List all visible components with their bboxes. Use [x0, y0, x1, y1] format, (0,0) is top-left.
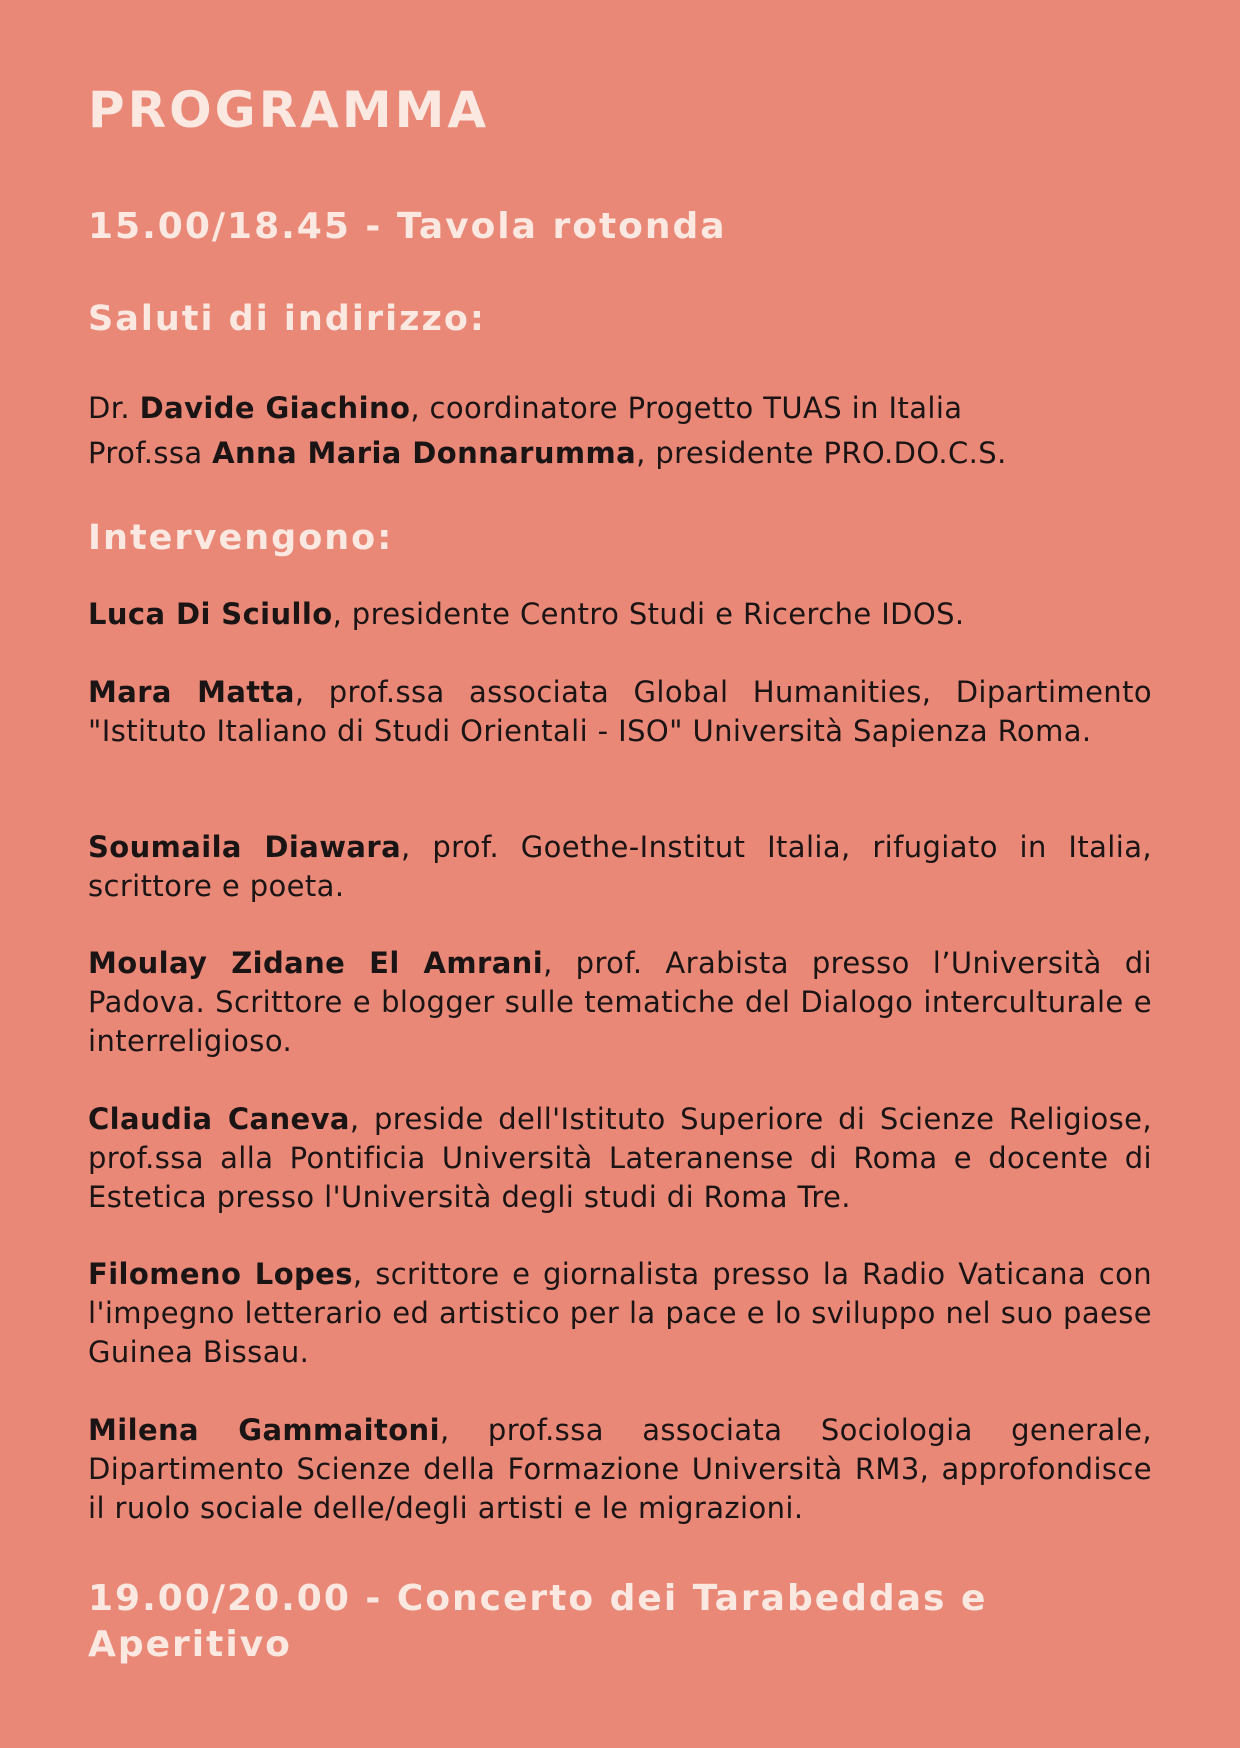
speaker-name: Mara Matta — [88, 675, 295, 709]
speaker-entry — [88, 595, 1152, 634]
speaker-description: , prof. Goethe-Institut Italia, rifugiato in Italia, scrittore e poeta. — [88, 830, 1152, 903]
speaker-description: , presidente Centro Studi e Ricerche IDOS. — [332, 597, 965, 631]
speaker-entry — [88, 1411, 1152, 1528]
speaker-entry — [88, 828, 1152, 906]
speaker-name: Luca Di Sciullo — [88, 597, 333, 631]
concert-heading: 19.00/20.00 - Concerto dei Tarabeddas e Aperitivo — [88, 1578, 988, 1665]
speaker-entry — [88, 944, 1152, 1061]
greeting-role: , presidente PRO.DO.C.S. — [636, 436, 1007, 470]
speaker-name: Milena Gammaitoni — [88, 1413, 440, 1447]
speakers-heading: Intervengono: — [88, 518, 394, 558]
greeting-role: , coordinatore Progetto TUAS in Italia — [410, 391, 963, 425]
greeting-name: Davide Giachino — [139, 391, 411, 425]
speaker-description: , preside dell'Istituto Superiore di Scienze Religiose, prof.ssa alla Pontificia Università Lateranense di Roma e docente di Estetica presso l'Università degli studi di Roma Tre. — [88, 1102, 1153, 1214]
greeting-name: Anna Maria Donnarumma — [212, 436, 637, 470]
speaker-description: , prof.ssa associata Sociologia generale, Dipartimento Scienze della Formazione Università RM3, approfondisce il ruolo sociale delle/degli artisti e le migrazioni. — [88, 1413, 1152, 1525]
speaker-entry — [88, 673, 1152, 751]
greeting-prefix: Prof.ssa — [88, 436, 213, 470]
speaker-description: , prof.ssa associata Global Humanities, Dipartimento "Istituto Italiano di Studi Orientali - ISO" Università Sapienza Roma. — [88, 675, 1152, 748]
page-title: PROGRAMMA — [88, 81, 490, 139]
speaker-description: , scrittore e giornalista presso la Radio Vaticana con l'impegno letterario ed artistico per la pace e lo sviluppo nel suo paese Guinea Bissau. — [88, 1257, 1152, 1369]
speaker-name: Filomeno Lopes — [88, 1257, 353, 1291]
speaker-entry — [88, 1100, 1152, 1217]
greeting-line — [88, 390, 962, 428]
round-table-heading: 15.00/18.45 - Tavola rotonda — [88, 206, 727, 247]
greetings-heading: Saluti di indirizzo: — [88, 299, 486, 339]
speaker-description: , prof. Arabista presso l’Università di Padova. Scrittore e blogger sulle tematiche del Dialogo interculturale e interreligioso. — [88, 946, 1153, 1058]
speaker-entry — [88, 1255, 1152, 1372]
greeting-line — [88, 435, 1007, 473]
greeting-prefix: Dr. — [88, 391, 140, 425]
speaker-name: Claudia Caneva — [88, 1102, 350, 1136]
speaker-name: Soumaila Diawara — [88, 830, 402, 864]
speaker-name: Moulay Zidane El Amrani — [88, 946, 544, 980]
